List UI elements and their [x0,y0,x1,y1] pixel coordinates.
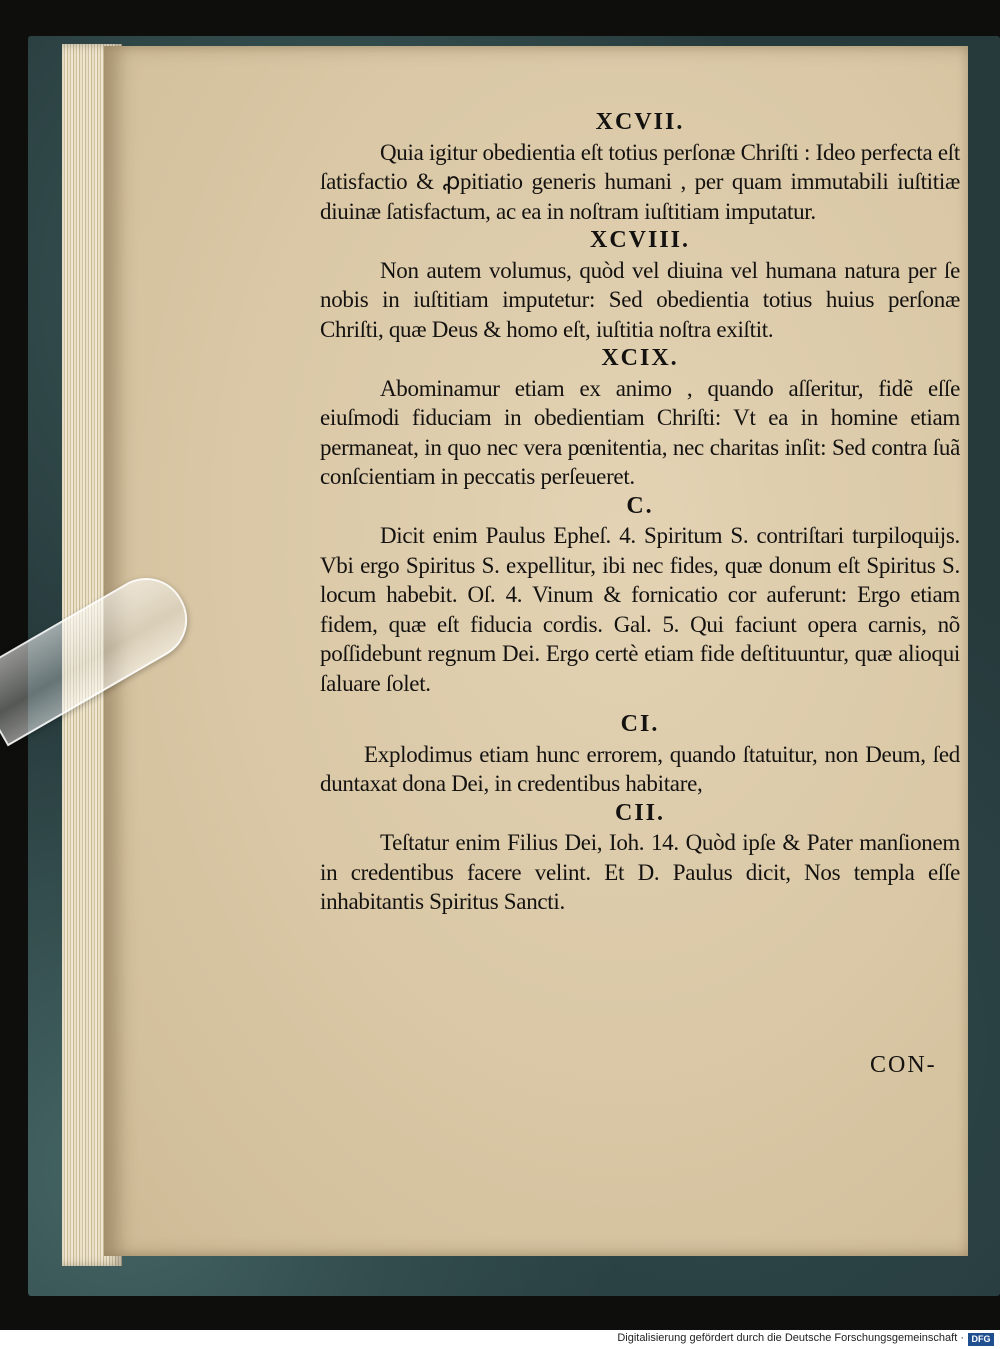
section-heading-ci: CI. [620,711,660,737]
section-text-c: Dicit enim Paulus Epheſ. 4. Spiritum S. contriſtari turpiloquijs. Vbi ergo Spiritus S. expellitur, ibi nec fides, quæ donum eſt Spiritus S. locum habebit. Oſ. 4. Vinum & fornicatio cor auferunt: Ergo etiam fidem, quæ eſt fiducia cordis. Gal. 5. Qui faciunt opera carnis, nõ poſſidebunt regnum Dei. Ergo certè etiam fide deſtituuntur, quæ alioqui ſaluare ſolet. [320,523,960,696]
section-heading-xcix: XCIX. [601,345,679,371]
section-text-xcviii: Non autem volumus, quòd vel diuina vel humana natura per ſe nobis in iuſtitiam imputetur: Sed obedientia totius huius perſonæ Chriſti, quæ Deus & homo eſt, iuſtitia noſtra exiſtit. [320,257,960,342]
section-text-ci: Explodimus etiam hunc errorem, quando ſtatuitur, non Deum, ſed duntaxat dona Dei, in credentibus habitare, [320,741,960,796]
section-heading-xcvii: XCVII. [595,109,685,135]
section-heading-c: C. [626,492,654,519]
section-heading-cii: CII. [614,799,665,826]
section-text-xcix: Abominamur etiam ex animo , quando aſſeritur, fidẽ eſſe eiuſmodi fiduciam in obedientiam Chriſti: Vt ea in homine etiam permaneat, in quo nec vera pœnitentia, nec charitas inſit: Sed contra ſuã conſcientiam in peccatis perſeueret. [320,375,960,489]
funding-notice: Digitalisierung gefördert durch die Deutsche Forschungsgemeinschaft · [617,1332,964,1344]
dfg-logo-icon: DFG [968,1333,994,1346]
page-text-block [320,108,960,917]
section-heading-xcviii: XCVIII. [589,227,690,253]
section-text-cii: Teſtatur enim Filius Dei, Ioh. 14. Quòd ipſe & Pater manſionem in credentibus facere velint. Et D. Paulus dicit, Nos templa eſſe inhabitantis Spiritus Sancti. [320,830,960,914]
catchword: CON- [870,1052,937,1078]
digitization-footer [0,1330,1000,1349]
section-text-xcvii: Quia igitur obedientia eſt totius perſonæ Chriſti : Ideo perfecta eſt ſatisfactio & ꝓpitiatio generis humani , per quam immutabili iuſtitiæ diuinæ ſatisfactum, ac ea in noſtram iuſtitiam imputatur. [320,139,960,224]
